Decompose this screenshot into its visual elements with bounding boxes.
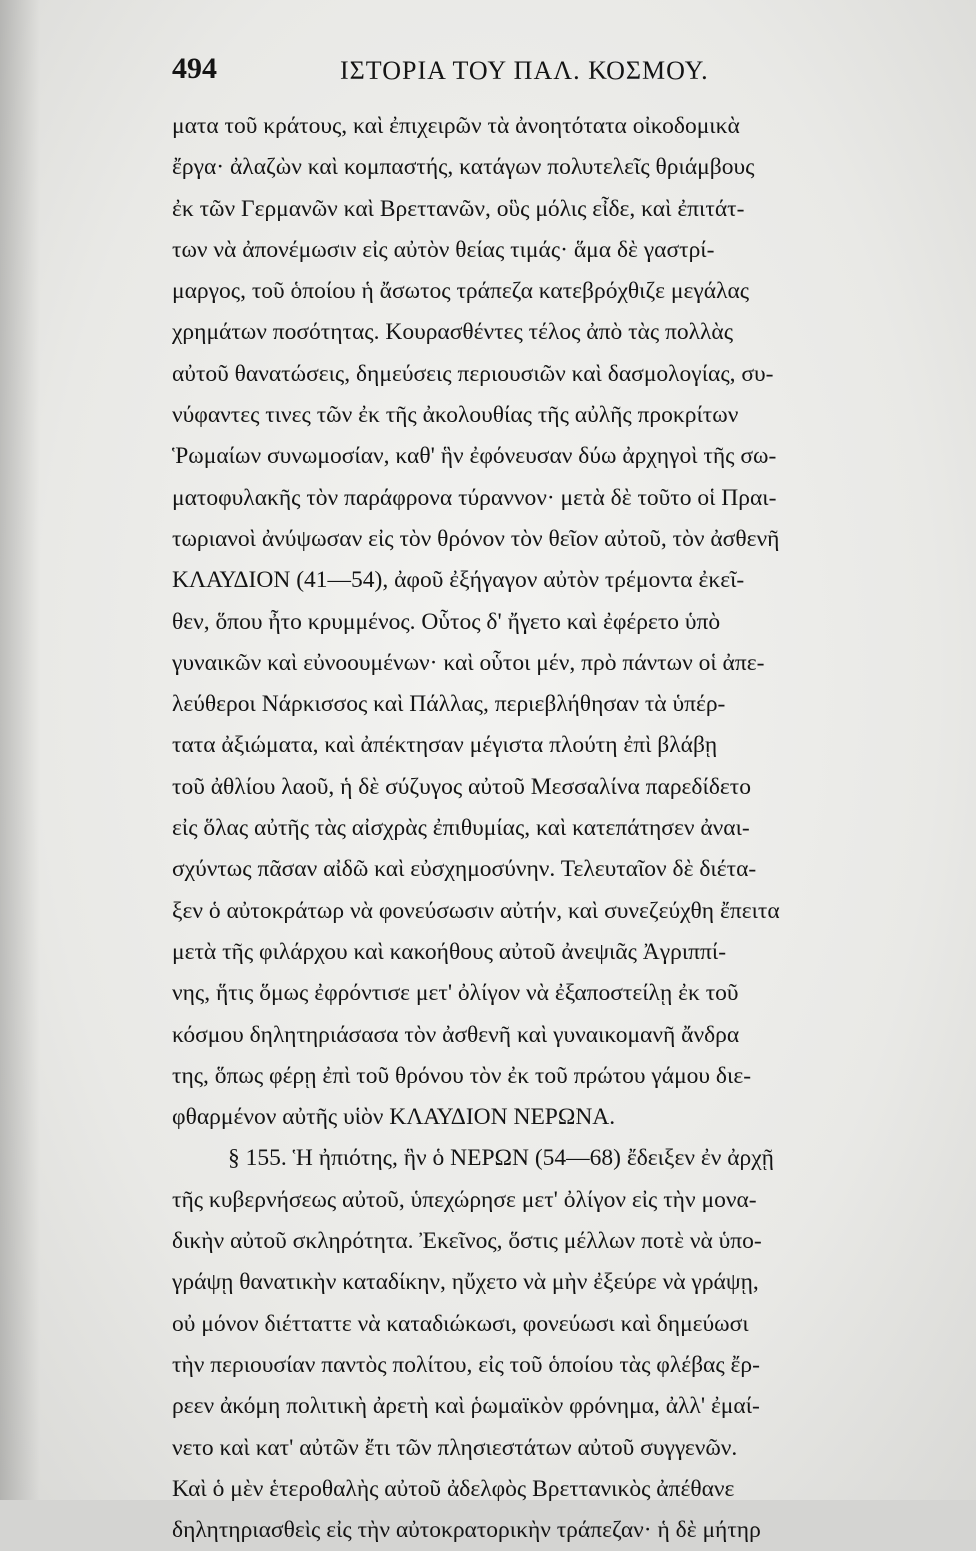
text-line: ἐκ τῶν Γερμανῶν καὶ Βρεττανῶν, οὓς μόλις εἶδε, καὶ ἐπιτάτ- — [172, 195, 745, 222]
text-line: ξεν ὁ αὐτοκράτωρ νὰ φονεύσωσιν αὐτήν, καὶ συνεζεύχθη ἔπειτα — [172, 897, 780, 924]
text-line: θεν, ὅπου ἦτο κρυμμένος. Οὗτος δ' ἤγετο καὶ ἐφέρετο ὑπὸ — [172, 608, 721, 635]
text-line: τατα ἀξιώματα, καὶ ἀπέκτησαν μέγιστα πλούτη ἐπὶ βλάβῃ — [172, 732, 718, 759]
text-line: γυναικῶν καὶ εὐνοουμένων· καὶ οὗτοι μέν, πρὸ πάντων οἱ ἀπε- — [172, 649, 765, 676]
text-line: χρημάτων ποσότητας. Κουρασθέντες τέλος ἀπὸ τὰς πολλὰς — [172, 319, 734, 346]
text-line: μαργος, τοῦ ὁποίου ἡ ἄσωτος τράπεζα κατεβρόχθιζε μεγάλας — [172, 278, 750, 305]
text-line: ἔργα· ἀλαζὼν καὶ κομπαστής, κατάγων πολυτελεῖς θριάμβους — [172, 154, 755, 181]
text-line: των νὰ ἀπονέμωσιν εἰς αὐτὸν θείας τιμάς· ἅμα δὲ γαστρί- — [172, 236, 715, 263]
text-line: ρεεν ἀκόμη πολιτικὴ ἀρετὴ καὶ ῥωμαϊκὸν φρόνημα, ἀλλ' ἐμαί- — [172, 1393, 760, 1420]
text-line: σχύντως πᾶσαν αἰδῶ καὶ εὐσχημοσύνην. Τελευταῖον δὲ διέτα- — [172, 856, 757, 883]
text-line: δηλητηριασθεὶς εἰς τὴν αὐτοκρατορικὴν τράπεζαν· ἡ δὲ μήτηρ — [172, 1517, 761, 1544]
text-line: λεύθεροι Νάρκισσος καὶ Πάλλας, περιεβλήθησαν τὰ ὑπέρ- — [172, 691, 726, 718]
text-line: τὴν περιουσίαν παντὸς πολίτου, εἰς τοῦ ὁποίου τὰς φλέβας ἔρ- — [172, 1351, 760, 1378]
running-title: ΙΣΤΟΡΙΑ ΤΟΥ ΠΑΛ. ΚΟΣΜΟΥ. — [340, 56, 709, 85]
text-line: τῆς κυβερνήσεως αὐτοῦ, ὑπεχώρησε μετ' ὀλίγον εἰς τὴν μονα- — [172, 1186, 757, 1213]
text-line: γράψῃ θανατικὴν καταδίκην, ηὔχετο νὰ μὴν ἐξεύρε νὰ γράψῃ, — [172, 1269, 759, 1296]
text-line: της, ὅπως φέρῃ ἐπὶ τοῦ θρόνου τὸν ἐκ τοῦ πρώτου γάμου διε- — [172, 1062, 752, 1089]
text-line: μετὰ τῆς φιλάρχου καὶ κακοήθους αὐτοῦ ἀνεψιᾶς Ἀγριππί- — [172, 938, 727, 965]
text-line: δικὴν αὐτοῦ σκληρότητα. Ἐκεῖνος, ὅστις μέλλων ποτὲ νὰ ὑπο- — [172, 1228, 762, 1255]
page-header — [172, 52, 732, 92]
text-line: αὐτοῦ θανατώσεις, δημεύσεις περιουσιῶν καὶ δασμολογίας, συ- — [172, 360, 774, 387]
body-text — [172, 106, 878, 1551]
text-line: εἰς ὅλας αὐτῆς τὰς αἰσχρὰς ἐπιθυμίας, καὶ κατεπάτησεν ἀναι- — [172, 815, 750, 842]
text-line: ΚΛΑΥΔΙΟΝ (41—54), ἀφοῦ ἐξήγαγον αὐτὸν τρέμοντα ἐκεῖ- — [172, 567, 745, 594]
text-line: τωριανοὶ ἀνύψωσαν εἰς τὸν θρόνον τὸν θεῖον αὐτοῦ, τὸν ἀσθενῆ — [172, 525, 780, 552]
page-number: 494 — [172, 52, 217, 85]
text-line: ματα τοῦ κράτους, καὶ ἐπιχειρῶν τὰ ἀνοητότατα οἰκοδομικὰ — [172, 113, 740, 139]
text-line: νης, ἥτις ὅμως ἐφρόντισε μετ' ὀλίγον νὰ ἐξαποστείλῃ ἐκ τοῦ — [172, 980, 739, 1007]
text-line: ματοφυλακῆς τὸν παράφρονα τύραννον· μετὰ δὲ τοῦτο οἱ Πραι- — [172, 484, 777, 511]
text-line: νύφαντες τινες τῶν ἐκ τῆς ἀκολουθίας τῆς αὐλῆς προκρίτων — [172, 402, 739, 429]
text-line: κόσμου δηλητηριάσασα τὸν ἀσθενῆ καὶ γυναικομανῆ ἄνδρα — [172, 1021, 740, 1048]
text-line: τοῦ ἀθλίου λαοῦ, ἡ δὲ σύζυγος αὐτοῦ Μεσσαλίνα παρεδίδετο — [172, 773, 751, 800]
text-line: Καὶ ὁ μὲν ἑτεροθαλὴς αὐτοῦ ἀδελφὸς Βρεττανικὸς ἀπέθανε — [172, 1475, 735, 1502]
text-line: οὐ μόνον διέτταττε νὰ καταδιώκωσι, φονεύωσι καὶ δημεύωσι — [172, 1310, 749, 1337]
section-start-line: § 155. Ἡ ἠπιότης, ἣν ὁ ΝΕΡΩΝ (54—68) ἔδειξεν ἐν ἀρχῇ — [228, 1145, 774, 1172]
text-line: φθαρμένον αὐτῆς υἱὸν ΚΛΑΥΔΙΟΝ ΝΕΡΩΝΑ. — [172, 1104, 616, 1131]
text-line: νετο καὶ κατ' αὐτῶν ἔτι τῶν πλησιεστάτων αὐτοῦ συγγενῶν. — [172, 1434, 738, 1461]
text-line: Ῥωμαίων συνωμοσίαν, καθ' ἣν ἐφόνευσαν δύω ἀρχηγοὶ τῆς σω- — [172, 443, 777, 470]
